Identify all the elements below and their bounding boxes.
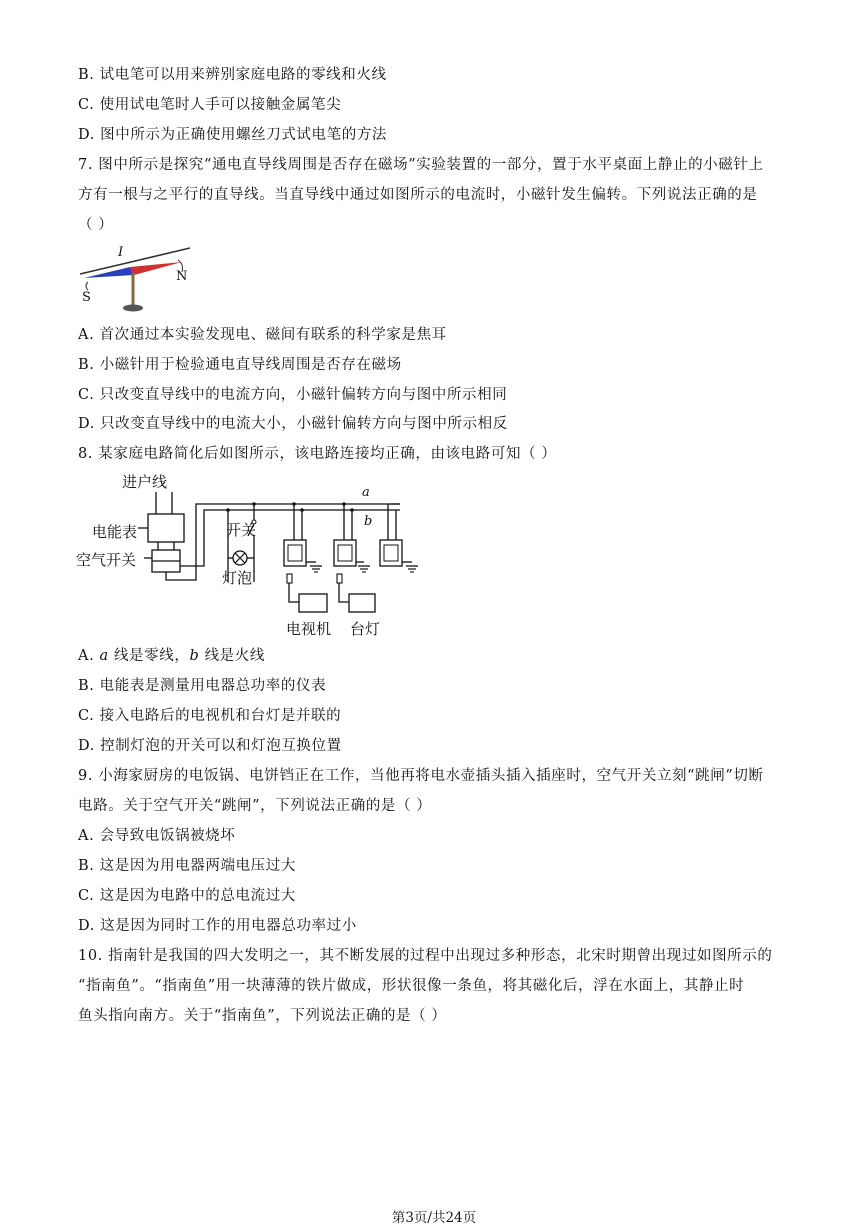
tv-label: 电视机	[286, 620, 332, 638]
q6-option-d: D. 图中所示为正确使用螺丝刀式试电笔的方法	[78, 127, 388, 143]
q6-option-c: C. 使用试电笔时人手可以接触金属笔尖	[78, 97, 342, 113]
wire-a-label: a	[362, 485, 370, 500]
q7-option-a: A. 首次通过本实验发现电、磁间有联系的科学家是焦耳	[78, 327, 447, 343]
q7-stem-line3: （ ）	[78, 217, 114, 233]
q8-option-a: A. a 线是零线，b 线是火线	[78, 648, 265, 664]
q8-circuit-figure	[76, 470, 428, 640]
south-label: S	[82, 290, 91, 305]
socket3-box	[380, 540, 402, 566]
q7-figure	[78, 240, 198, 320]
q9-option-b: B. 这是因为用电器两端电压过大	[78, 858, 296, 874]
stand-base	[123, 305, 143, 312]
desk-lamp-cord	[339, 583, 349, 602]
q7-option-d: D. 只改变直导线中的电流大小，小磁针偏转方向与图中所示相反	[78, 416, 508, 432]
needle-south-half	[84, 267, 134, 278]
north-label: N	[176, 269, 188, 284]
q10-stem-line1: 10. 指南针是我国的四大发明之一，其不断发展的过程中出现过多种形态，北宋时期曾出现过如图所示的	[78, 948, 773, 964]
q10-stem-line2: “指南鱼”。“指南鱼”用一块薄薄的铁片做成，形状很像一条鱼，将其磁化后，浮在水面上，其静止时	[78, 978, 745, 994]
meter-label: 电能表	[92, 523, 138, 541]
socket3-face	[384, 545, 398, 561]
switch-label: 开关	[226, 521, 257, 539]
q10-stem-line3: 鱼头指向南方。关于“指南鱼”，下列说法正确的是（ ）	[78, 1008, 447, 1024]
south-arrow	[86, 282, 88, 290]
q9-option-a: A. 会导致电饭锅被烧坏	[78, 828, 236, 844]
incoming-wire-label: 进户线	[122, 473, 168, 491]
socket1-box	[284, 540, 306, 566]
needle-north-half	[130, 262, 182, 275]
q9-option-c: C. 这是因为电路中的总电流过大	[78, 888, 296, 904]
q8-option-c: C. 接入电路后的电视机和台灯是并联的	[78, 708, 342, 724]
q6-option-b: B. 试电笔可以用来辨别家庭电路的零线和火线	[78, 67, 387, 83]
q8-option-b: B. 电能表是测量用电器总功率的仪表	[78, 678, 327, 694]
q7-stem-line2: 方有一根与之平行的直导线。当直导线中通过如图所示的电流时，小磁针发生偏转。下列说法正确的是	[78, 187, 758, 203]
tv-plug	[287, 574, 292, 583]
q7-stem-line1: 7. 图中所示是探究“通电直导线周围是否存在磁场”实验装置的一部分，置于水平桌面上静止的小磁针上	[78, 157, 764, 173]
bulb-label: 灯泡	[222, 569, 253, 587]
q9-option-d: D. 这是因为同时工作的用电器总功率过小	[78, 918, 357, 934]
energy-meter-box	[148, 514, 184, 542]
tv-box	[299, 594, 327, 612]
q8-stem: 8. 某家庭电路简化后如图所示，该电路连接均正确，由该电路可知（ ）	[78, 446, 557, 462]
socket2-box	[334, 540, 356, 566]
desk-lamp-label: 台灯	[350, 620, 381, 638]
page-footer: 第3页/共24页	[391, 1210, 477, 1226]
socket1-face	[288, 545, 302, 561]
desk-lamp-box	[349, 594, 375, 612]
q7-option-c: C. 只改变直导线中的电流方向，小磁针偏转方向与图中所示相同	[78, 387, 508, 403]
q8-option-d: D. 控制灯泡的开关可以和灯泡互换位置	[78, 738, 342, 754]
q7-option-b: B. 小磁针用于检验通电直导线周围是否存在磁场	[78, 357, 402, 373]
q9-stem-line1: 9. 小海家厨房的电饭锅、电饼铛正在工作，当他再将电水壶插头插入插座时，空气开关立刻“跳闸”切断	[78, 768, 764, 784]
current-label: I	[118, 245, 124, 260]
socket2-face	[338, 545, 352, 561]
q9-stem-line2: 电路。关于空气开关“跳闸”，下列说法正确的是（ ）	[78, 798, 432, 814]
desk-lamp-plug	[337, 574, 342, 583]
breaker-label: 空气开关	[76, 551, 137, 569]
wire-b-label: b	[364, 514, 373, 529]
tv-cord	[289, 583, 299, 602]
